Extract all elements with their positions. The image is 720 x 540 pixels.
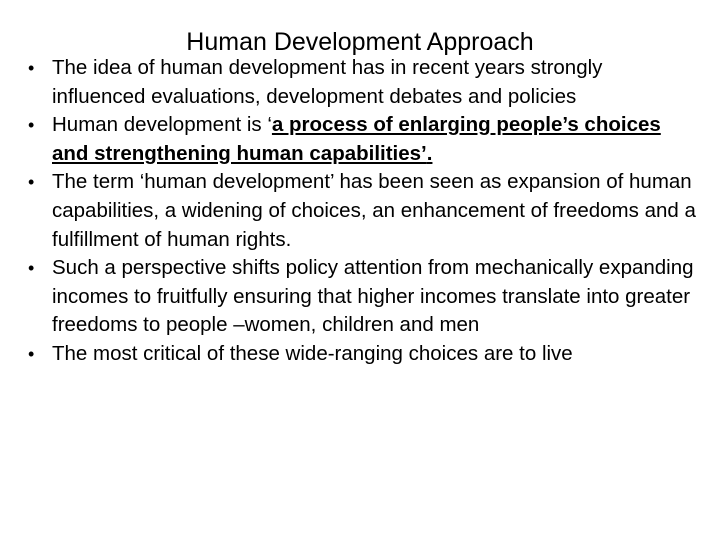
bullet-list	[28, 54, 700, 369]
bullet-icon: •	[28, 343, 35, 364]
bullet-text: The idea of human development has in recent years strongly influenced evaluations, development debates and policies	[52, 56, 603, 108]
bullet-item	[28, 340, 700, 369]
bullet-icon: •	[28, 258, 35, 279]
bullet-text-suffix: .	[426, 141, 433, 165]
bullet-icon: •	[28, 172, 35, 193]
bullet-item	[28, 254, 700, 340]
bullet-item	[28, 111, 700, 168]
bullet-text: The most critical of these wide-ranging choices are to live	[52, 341, 573, 365]
bullet-text-prefix: Human development is ‘	[52, 113, 272, 137]
bullet-text: The term ‘human development’ has been seen as expansion of human capabilities, a widening of choices, an enhancement of freedoms and a fulfillment of human rights.	[52, 170, 696, 251]
bullet-icon: •	[28, 115, 35, 136]
bullet-item	[28, 54, 700, 111]
bullet-text: Such a perspective shifts policy attention from mechanically expanding incomes to fruitfully ensuring that higher incomes translate into greater freedoms to people –women, children and men	[52, 256, 694, 337]
slide-title: Human Development Approach	[186, 28, 534, 56]
bullet-icon: •	[28, 58, 35, 78]
emphasized-definition: a process of enlarging people’s choices and strengthening human capabilities’	[52, 113, 661, 165]
bullet-item	[28, 168, 700, 254]
